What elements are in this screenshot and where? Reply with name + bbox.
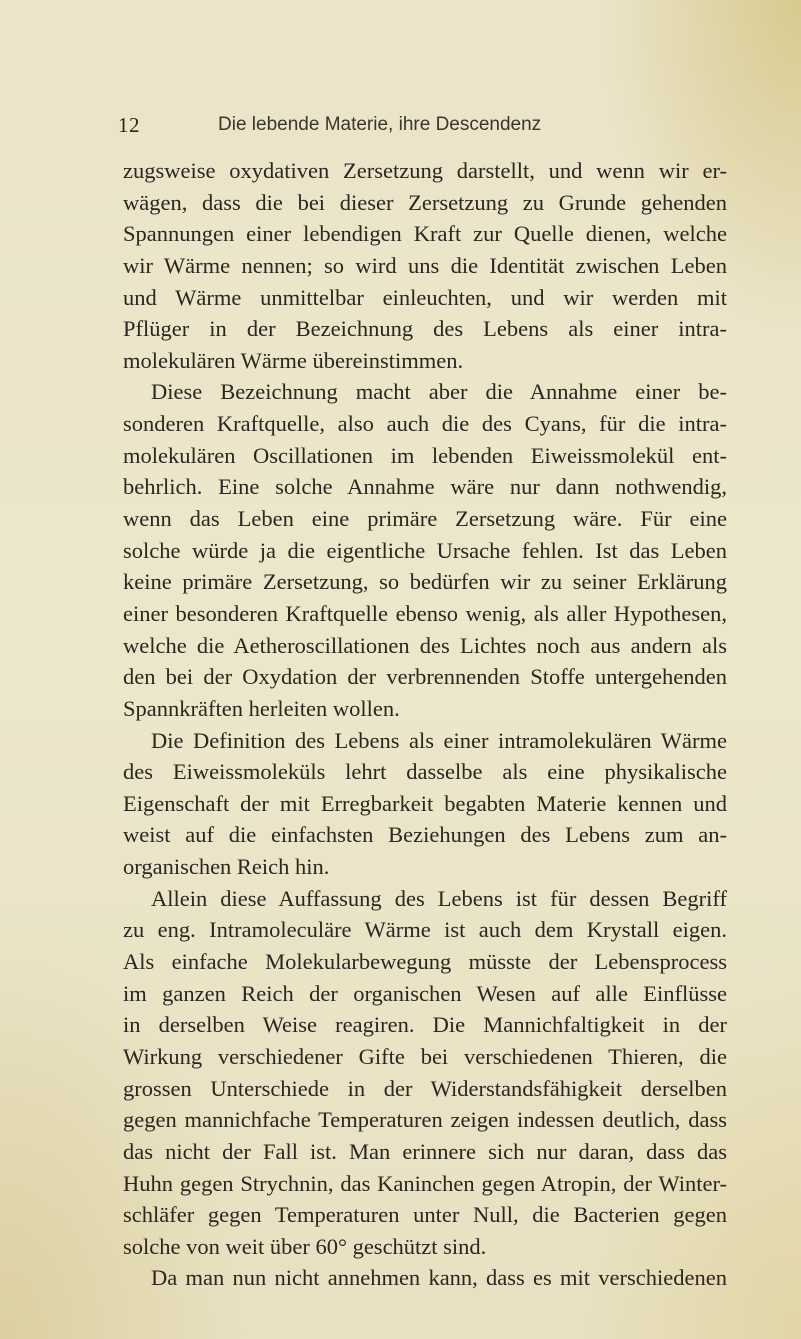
text-line: molekulären Wärme übereinstimmen.: [123, 347, 464, 373]
text-line: Eigenschaft der mit Erregbarkeit begabten Materie kennen und: [123, 790, 727, 816]
text-line: Diese Bezeichnung macht aber die Annahme einer be-: [151, 379, 727, 405]
text-line: zugsweise oxydativen Zersetzung darstellt, und wenn wir er-: [123, 158, 727, 183]
text-line: Da man nun nicht annehmen kann, dass es mit verschiedenen: [151, 1265, 727, 1291]
text-line: Huhn gegen Strychnin, das Kaninchen gegen Atropin, der Winter-: [123, 1170, 727, 1196]
text-line: wägen, dass die bei dieser Zersetzung zu Grunde gehenden: [123, 189, 727, 215]
text-line: welche die Aetheroscillationen des Lichtes noch aus andern als: [123, 632, 727, 658]
text-line: solche würde ja die eigentliche Ursache fehlen. Ist das Leben: [123, 537, 727, 563]
text-line: sonderen Kraftquelle, also auch die des Cyans, für die intra-: [123, 411, 727, 437]
text-line: gegen mannichfache Temperaturen zeigen indessen deutlich, dass: [123, 1107, 727, 1133]
text-line: wenn das Leben eine primäre Zersetzung wäre. Für eine: [123, 506, 727, 532]
text-line: Spannungen einer lebendigen Kraft zur Quelle dienen, welche: [123, 221, 727, 247]
text-line: zu eng. Intramoleculäre Wärme ist auch dem Krystall eigen.: [123, 917, 727, 943]
text-line: Wirkung verschiedener Gifte bei verschiedenen Thieren, die: [123, 1043, 727, 1069]
text-line: Pflüger in der Bezeichnung des Lebens als einer intra-: [123, 316, 727, 342]
text-line: einer besonderen Kraftquelle ebenso wenig, als aller Hypothesen,: [123, 600, 727, 626]
text-line: den bei der Oxydation der verbrennenden Stoffe untergehenden: [123, 664, 727, 690]
text-line: Spannkräften herleiten wollen.: [123, 695, 400, 721]
text-line: und Wärme unmittelbar einleuchten, und wir werden mit: [123, 284, 727, 310]
text-line: schläfer gegen Temperaturen unter Null, die Bacterien gegen: [123, 1202, 727, 1228]
text-line: grossen Unterschiede in der Widerstandsfähigkeit derselben: [123, 1075, 727, 1101]
text-line: molekulären Oscillationen im lebenden Eiweissmolekül ent-: [123, 442, 727, 468]
text-line: im ganzen Reich der organischen Wesen auf alle Einflüsse: [123, 980, 727, 1006]
text-line: Die Definition des Lebens als einer intramolekulären Wärme: [151, 727, 727, 753]
text-line: Als einfache Molekularbewegung müsste der Lebensprocess: [123, 949, 727, 975]
page-header: [118, 113, 718, 141]
text-line: weist auf die einfachsten Beziehungen des Lebens zum an-: [123, 822, 727, 848]
page-number: 12: [118, 113, 140, 137]
text-line: organischen Reich hin.: [123, 854, 330, 880]
text-line: wir Wärme nennen; so wird uns die Identität zwischen Leben: [123, 252, 727, 278]
body-text: [123, 155, 727, 1294]
text-line: Allein diese Auffassung des Lebens ist für dessen Begriff: [151, 885, 727, 911]
text-line: solche von weit über 60° geschützt sind.: [123, 1233, 487, 1259]
running-title: Die lebende Materie, ihre Descendenz: [218, 114, 542, 135]
text-line: das nicht der Fall ist. Man erinnere sich nur daran, dass das: [123, 1138, 727, 1164]
text-line: des Eiweissmoleküls lehrt dasselbe als eine physikalische: [123, 759, 727, 785]
text-line: behrlich. Eine solche Annahme wäre nur dann nothwendig,: [123, 474, 727, 500]
text-line: in derselben Weise reagiren. Die Mannichfaltigkeit in der: [123, 1012, 727, 1038]
text-line: keine primäre Zersetzung, so bedürfen wir zu seiner Erklärung: [123, 569, 727, 595]
